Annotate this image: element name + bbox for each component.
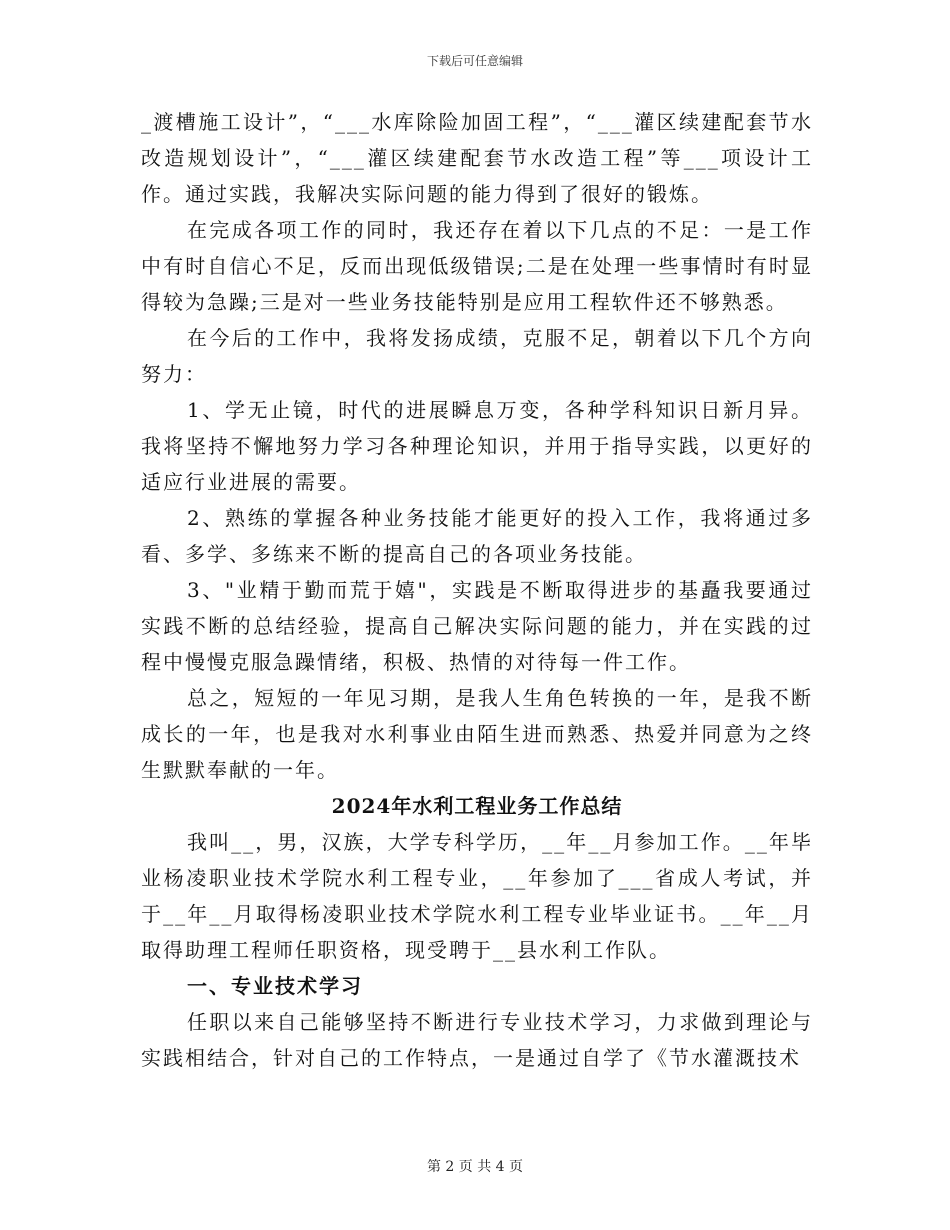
paragraph-item-1: 1、学无止镜，时代的进展瞬息万变，各种学科知识日新月异。我将坚持不懈地努力学习各种理论知识，并用于指导实践，以更好的适应行业进展的需要。 — [141, 398, 813, 494]
page-number: 第 2 页 共 4 页 — [426, 1159, 524, 1175]
paragraph-item-3: 3、"业精于勤而荒于嬉"，实践是不断取得进步的基矗我要通过实践不断的总结经验，提高自己解决实际问题的能力，并在实践的过程中慢慢克服急躁情绪，积极、热情的对待每一件工作。 — [141, 578, 813, 674]
paragraph-future-intro: 在今后的工作中，我将发扬成绩，克服不足，朝着以下几个方向努力： — [141, 326, 813, 386]
page-header-note: 下载后可任意编辑 — [426, 54, 523, 68]
paragraph-shortcomings: 在完成各项工作的同时，我还存在着以下几点的不足：一是工作中有时自信心不足，反而出现低级错误;二是在处理一些事情时有时显得较为急躁;三是对一些业务技能特别是应用工程软件还不够熟悉。 — [141, 218, 813, 314]
section-title: 2024年水利工程业务工作总结 — [331, 794, 623, 818]
paragraph-item-2: 2、熟练的掌握各种业务技能才能更好的投入工作，我将通过多看、多学、多练来不断的提高自己的各项业务技能。 — [141, 506, 813, 566]
paragraph-self-intro: 我叫__，男，汉族，大学专科学历，__年__月参加工作。__年毕业杨凌职业技术学院水利工程专业，__年参加了___省成人考试，并于__年__月取得杨凌职业技术学院水利工程专业毕业证书。__年__月取得助理工程师任职资格，现受聘于__县水利工作队。 — [141, 830, 813, 962]
paragraph-continuation: _渡槽施工设计”，“___水库除险加固工程”，“___灌区续建配套节水改造规划设计”，“___灌区续建配套节水改造工程”等___项设计工作。通过实践，我解决实际问题的能力得到了很好的锻炼。 — [141, 110, 813, 206]
paragraph-conclusion: 总之，短短的一年见习期，是我人生角色转换的一年，是我不断成长的一年，也是我对水利事业由陌生进而熟悉、热爱并同意为之终生默默奉献的一年。 — [141, 686, 813, 782]
paragraph-technical-study: 任职以来自己能够坚持不断进行专业技术学习，力求做到理论与实践相结合，针对自己的工作特点，一是通过自学了《节水灌溉技术 — [141, 1010, 813, 1070]
subsection-title: 一、专业技术学习 — [187, 974, 363, 998]
document-body — [141, 104, 813, 1076]
